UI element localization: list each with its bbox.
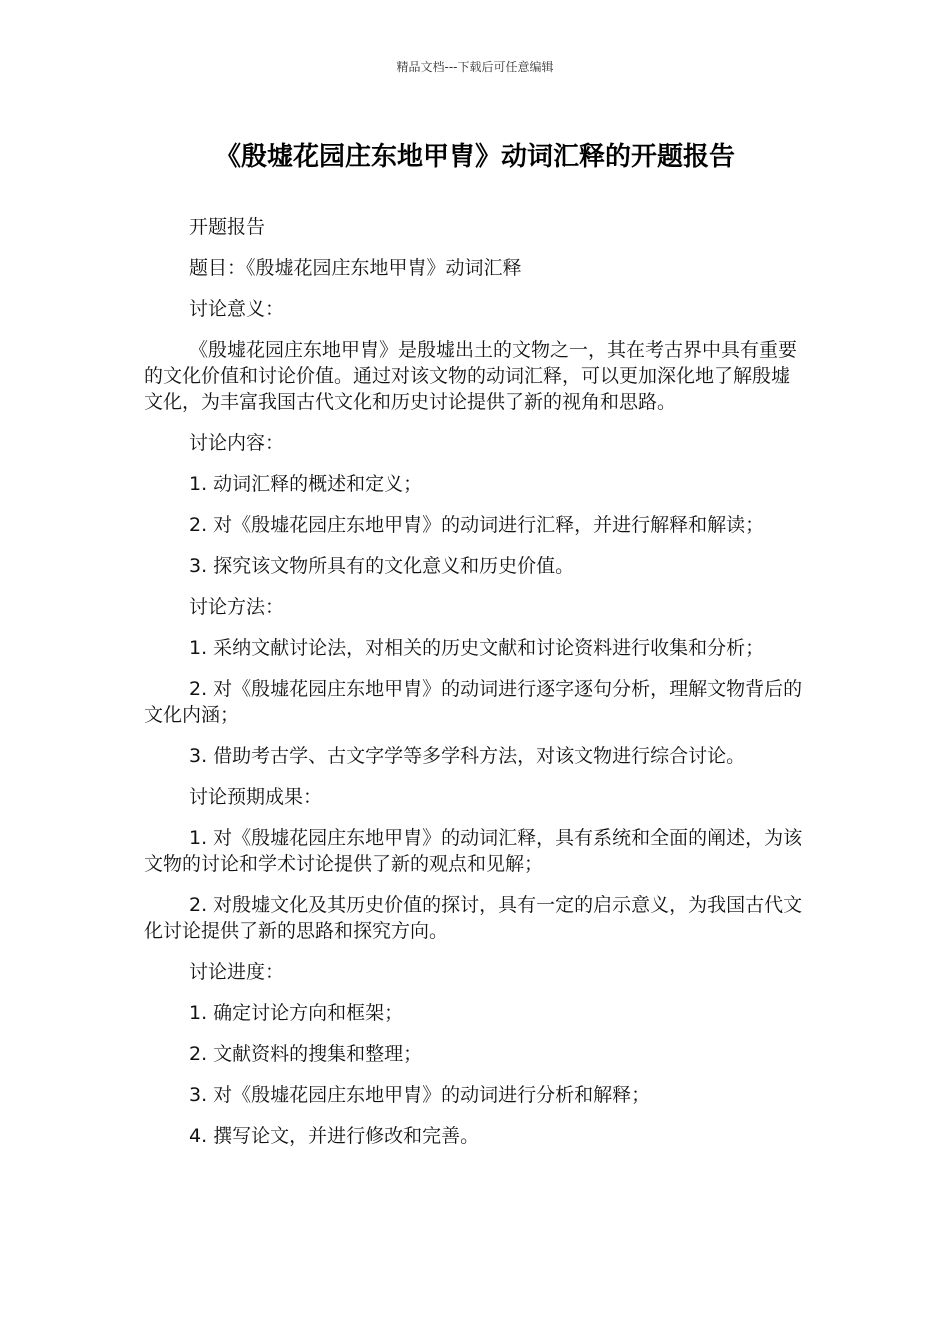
heading-significance: 讨论意义： (189, 298, 285, 320)
page-header: 精品文档---下载后可任意编辑 (396, 60, 554, 74)
list-item-method-3: 3. 借助考古学、古文字学等多学科方法，对该文物进行综合讨论。 (189, 745, 746, 767)
list-item-content-2: 2. 对《殷墟花园庄东地甲胄》的动词进行汇释，并进行解释和解读； (189, 514, 765, 536)
list-item-content-1: 1. 动词汇释的概述和定义； (189, 473, 423, 495)
list-item-schedule-2: 2. 文献资料的搜集和整理； (189, 1043, 423, 1065)
list-item-result-1: 1. 对《殷墟花园庄东地甲胄》的动词汇释，具有系统和全面的阐述，为该文物的讨论和学术讨论提供了新的观点和见解； (144, 827, 803, 875)
heading-method: 讨论方法： (189, 596, 285, 618)
list-item-result-2: 2. 对殷墟文化及其历史价值的探讨，具有一定的启示意义，为我国古代文化讨论提供了新的思路和探究方向。 (144, 894, 803, 942)
list-item-content-3: 3. 探究该文物所具有的文化意义和历史价值。 (189, 555, 575, 577)
list-item-method-1: 1. 采纳文献讨论法，对相关的历史文献和讨论资料进行收集和分析； (189, 637, 765, 659)
paragraph-significance: 《殷墟花园庄东地甲胄》是殷墟出土的文物之一，其在考古界中具有重要的文化价值和讨论价值。通过对该文物的动词汇释，可以更加深化地了解殷墟文化，为丰富我国古代文化和历史讨论提供了新的视角和思路。 (144, 339, 798, 413)
heading-schedule: 讨论进度： (189, 961, 285, 983)
list-item-schedule-3: 3. 对《殷墟花园庄东地甲胄》的动词进行分析和解释； (189, 1084, 651, 1106)
list-item-method-2: 2. 对《殷墟花园庄东地甲胄》的动词进行逐字逐句分析，理解文物背后的文化内涵； (144, 678, 803, 726)
heading-content: 讨论内容： (189, 432, 285, 454)
list-item-schedule-4: 4. 撰写论文，并进行修改和完善。 (189, 1125, 480, 1147)
heading-expected-results: 讨论预期成果： (189, 786, 323, 808)
paragraph-report-label: 开题报告 (189, 216, 266, 238)
list-item-schedule-1: 1. 确定讨论方向和框架； (189, 1002, 404, 1024)
paragraph-topic: 题目：《殷墟花园庄东地甲胄》动词汇释 (189, 257, 522, 279)
document-body (144, 214, 808, 1164)
document-title: 《殷墟花园庄东地甲胄》动词汇释的开题报告 (214, 142, 735, 172)
